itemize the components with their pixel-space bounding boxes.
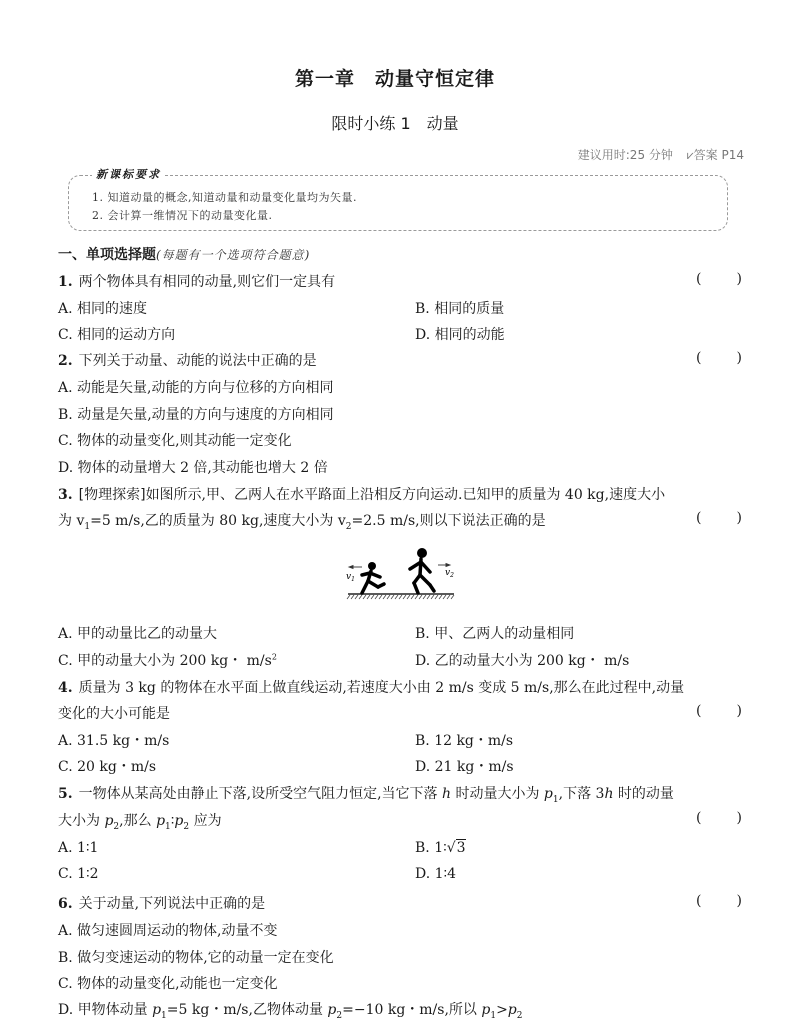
sqrt-icon: √ bbox=[446, 840, 456, 856]
question-text: 关于动量,下列说法中正确的是 bbox=[78, 896, 266, 912]
runner-yi bbox=[410, 548, 434, 593]
section-note: (每题有一个选项符合题意) bbox=[156, 248, 311, 262]
text: =5 kg・m/s,乙物体动量 bbox=[166, 1002, 328, 1018]
option-a[interactable]: A. 31.5 kg・m/s bbox=[58, 733, 170, 749]
subscript: 2 bbox=[516, 1010, 523, 1021]
option-c[interactable]: C. 物体的动量变化,则其动能一定变化 bbox=[58, 433, 292, 449]
subscript: 1 bbox=[161, 1010, 167, 1021]
variable: p bbox=[543, 786, 553, 802]
requirement-item: 2. 会计算一维情况下的动量变化量. bbox=[92, 209, 273, 222]
question-number: 5. bbox=[58, 786, 73, 802]
question-number: 2. bbox=[58, 353, 73, 369]
option-d[interactable]: D. 1∶4 bbox=[415, 866, 457, 882]
superscript: 2 bbox=[271, 652, 277, 662]
text: 时的动量 bbox=[613, 786, 674, 802]
text: ∶ bbox=[170, 813, 175, 829]
runners-figure bbox=[342, 545, 458, 605]
option-d[interactable]: D. 相同的动能 bbox=[415, 327, 505, 343]
text: =−10 kg・m/s,所以 bbox=[342, 1002, 482, 1018]
question-1-stem bbox=[58, 271, 335, 291]
answer-blank[interactable] bbox=[696, 271, 742, 287]
question-tag: [物理探索] bbox=[78, 487, 146, 503]
paren-open: ( bbox=[696, 893, 702, 909]
option-d[interactable]: D. 物体的动量增大 2 倍,其动能也增大 2 倍 bbox=[58, 460, 328, 476]
text: 时动量大小为 bbox=[451, 786, 544, 802]
variable: p bbox=[174, 813, 184, 829]
question-text: 如图所示,甲、乙两人在水平路面上沿相反方向运动.已知甲的质量为 40 kg,速度大小 bbox=[145, 487, 666, 503]
paren-close: ) bbox=[736, 350, 742, 366]
subscript: 2 bbox=[183, 821, 190, 832]
option-c[interactable] bbox=[58, 650, 277, 670]
paren-open: ( bbox=[696, 703, 702, 719]
subscript: 2 bbox=[113, 821, 120, 832]
ground-hatching bbox=[347, 595, 454, 599]
question-4-stem-line2: 变化的大小可能是 bbox=[58, 706, 170, 722]
option-b[interactable]: B. 动量是矢量,动量的方向与速度的方向相同 bbox=[58, 407, 334, 423]
option-b[interactable]: B. 12 kg・m/s bbox=[415, 733, 514, 749]
suggested-time: 建议用时:25 分钟 bbox=[577, 148, 673, 162]
paren-close: ) bbox=[736, 810, 742, 826]
option-c[interactable]: C. 20 kg・m/s bbox=[58, 759, 156, 775]
option-a[interactable]: A. 1∶1 bbox=[58, 840, 99, 856]
text: 一物体从某高处由静止下落,设所受空气阻力恒定,当它下落 bbox=[78, 786, 442, 802]
question-text: 质量为 3 kg 的物体在水平面上做直线运动,若速度大小由 2 m/s 变成 5 m/s,那么在此过程中,动量 bbox=[78, 680, 685, 696]
option-text: C. 甲的动量大小为 200 kg・ m/s bbox=[58, 653, 272, 669]
question-5-stem-line1 bbox=[58, 783, 674, 805]
answer-reference: ⩗答案 P14 bbox=[686, 148, 744, 162]
variable: p bbox=[507, 1002, 517, 1018]
v1-arrow bbox=[349, 566, 362, 569]
subscript: 2 bbox=[345, 521, 352, 532]
answer-blank[interactable] bbox=[696, 703, 742, 719]
text: > bbox=[496, 1002, 508, 1018]
option-b[interactable] bbox=[415, 840, 466, 856]
variable: p bbox=[156, 813, 166, 829]
text: ,那么 bbox=[119, 813, 157, 829]
answer-blank[interactable] bbox=[696, 510, 742, 526]
runners-illustration bbox=[342, 545, 458, 601]
text: D. 甲物体动量 bbox=[58, 1002, 153, 1018]
variable: p bbox=[327, 1002, 337, 1018]
question-text: 两个物体具有相同的动量,则它们一定具有 bbox=[78, 274, 336, 290]
text: 为 v bbox=[58, 513, 85, 529]
v1-label: $v_1$ bbox=[346, 572, 355, 583]
text: 大小为 bbox=[58, 813, 105, 829]
question-number: 3. bbox=[58, 487, 73, 503]
subscript: 1 bbox=[490, 1010, 497, 1021]
subscript: 1 bbox=[552, 794, 559, 805]
option-c[interactable]: C. 相同的运动方向 bbox=[58, 327, 176, 343]
v2-label: $v_2$ bbox=[445, 568, 454, 579]
question-number: 1. bbox=[58, 274, 73, 290]
option-d[interactable] bbox=[58, 999, 523, 1021]
runner-jia bbox=[362, 562, 384, 593]
paren-close: ) bbox=[736, 703, 742, 719]
question-3-stem-line2 bbox=[58, 510, 546, 532]
option-b[interactable]: B. 做匀变速运动的物体,它的动量一定在变化 bbox=[58, 950, 334, 966]
answer-blank[interactable] bbox=[696, 350, 742, 366]
option-a[interactable]: A. 相同的速度 bbox=[58, 301, 148, 317]
requirements-heading: 新课标要求 bbox=[92, 166, 165, 182]
option-b[interactable]: B. 甲、乙两人的动量相同 bbox=[415, 626, 575, 642]
variable: p bbox=[152, 1002, 162, 1018]
question-number: 6. bbox=[58, 896, 73, 912]
paren-open: ( bbox=[696, 810, 702, 826]
lesson-title: 限时小练 1 动量 bbox=[331, 114, 459, 133]
variable: h bbox=[604, 786, 614, 802]
subscript: 1 bbox=[165, 821, 171, 832]
question-4-stem-line1 bbox=[58, 677, 684, 697]
variable: h bbox=[441, 786, 452, 802]
section-heading bbox=[58, 244, 310, 264]
option-text: B. 1∶ bbox=[415, 840, 447, 856]
option-a[interactable]: A. 做匀速圆周运动的物体,动量不变 bbox=[58, 923, 278, 939]
text: ,下落 3 bbox=[558, 786, 605, 802]
answer-blank[interactable] bbox=[696, 810, 742, 826]
lesson-meta bbox=[578, 146, 744, 163]
variable: p bbox=[104, 813, 114, 829]
question-text: 下列关于动量、动能的说法中正确的是 bbox=[78, 353, 317, 369]
radicand: 3 bbox=[456, 840, 466, 856]
option-c[interactable]: C. 物体的动量变化,动能也一定变化 bbox=[58, 976, 278, 992]
question-3-stem-line1 bbox=[58, 484, 665, 504]
question-2-stem bbox=[58, 350, 317, 370]
option-a[interactable]: A. 动能是矢量,动能的方向与位移的方向相同 bbox=[58, 380, 334, 396]
requirement-item: 1. 知道动量的概念,知道动量和动量变化量均为矢量. bbox=[92, 191, 357, 204]
paren-open: ( bbox=[696, 271, 702, 287]
question-5-stem-line2 bbox=[58, 810, 222, 832]
variable: p bbox=[481, 1002, 491, 1018]
paren-open: ( bbox=[696, 350, 702, 366]
paren-close: ) bbox=[736, 510, 742, 526]
text: 应为 bbox=[189, 813, 222, 829]
option-b[interactable]: B. 相同的质量 bbox=[415, 301, 505, 317]
subscript: 1 bbox=[84, 521, 91, 532]
v2-arrow bbox=[438, 564, 450, 567]
option-d[interactable]: D. 21 kg・m/s bbox=[415, 759, 514, 775]
section-title: 一、单项选择题 bbox=[58, 247, 156, 263]
option-a[interactable]: A. 甲的动量比乙的动量大 bbox=[58, 626, 218, 642]
option-d[interactable]: D. 乙的动量大小为 200 kg・ m/s bbox=[415, 653, 630, 669]
text: =5 m/s,乙的质量为 80 kg,速度大小为 v bbox=[90, 513, 346, 529]
paren-close: ) bbox=[736, 271, 742, 287]
question-number: 4. bbox=[58, 680, 73, 696]
text: =2.5 m/s,则以下说法正确的是 bbox=[351, 513, 546, 529]
answer-blank[interactable] bbox=[696, 893, 742, 909]
subscript: 2 bbox=[336, 1010, 343, 1021]
paren-open: ( bbox=[696, 510, 702, 526]
option-c[interactable]: C. 1∶2 bbox=[58, 866, 99, 882]
paren-close: ) bbox=[736, 893, 742, 909]
question-6-stem bbox=[58, 893, 265, 913]
chapter-title: 第一章 动量守恒定律 bbox=[294, 68, 495, 90]
